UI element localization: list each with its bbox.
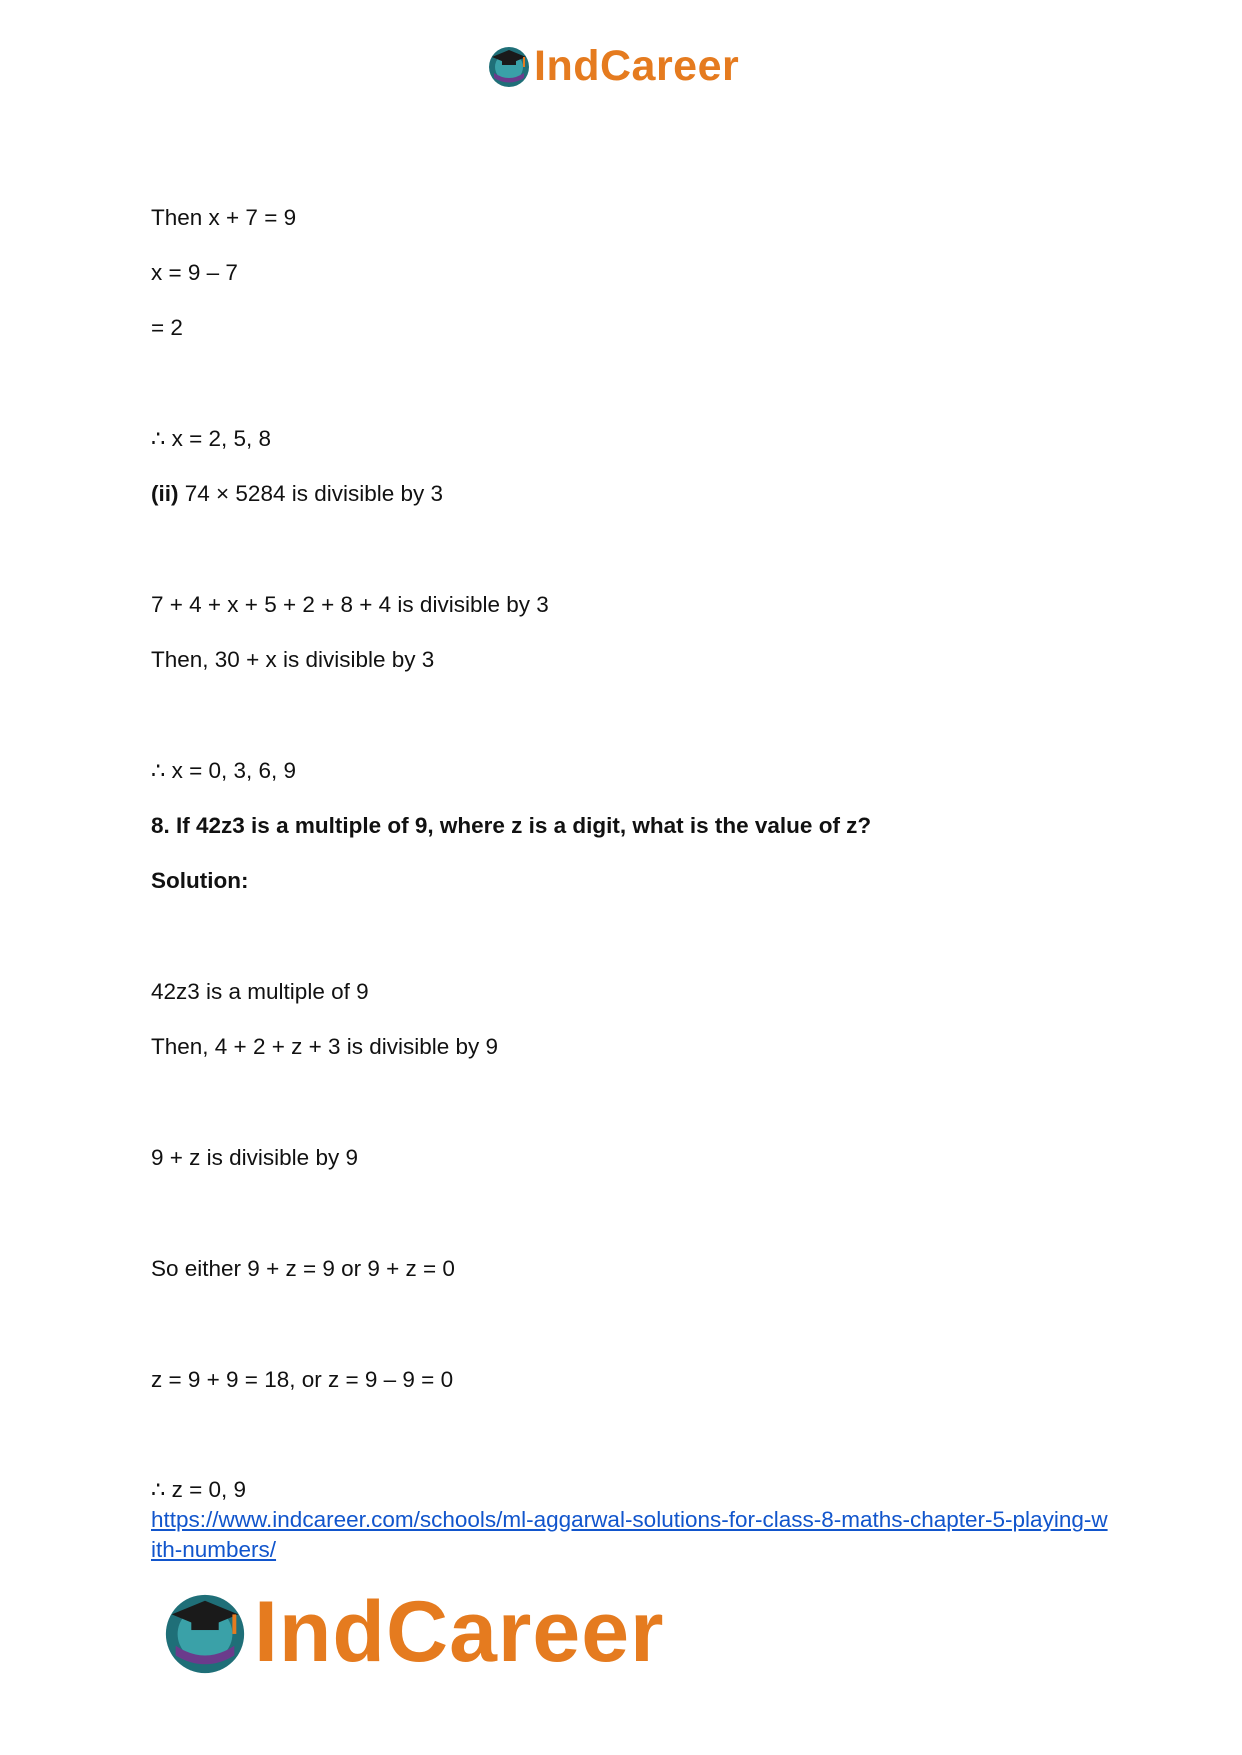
footer-logo	[160, 1582, 665, 1682]
header-logo	[486, 40, 739, 92]
question-heading: 8. If 42z3 is a multiple of 9, where z is a digit, what is the value of z?	[151, 813, 872, 838]
result-line: ∴ z = 0, 9	[151, 1477, 246, 1502]
solution-label: Solution:	[151, 868, 249, 893]
equation-line: Then, 30 + x is divisible by 3	[151, 647, 435, 672]
equation-line: Then, 4 + 2 + z + 3 is divisible by 9	[151, 1034, 499, 1059]
equation-line: 9 + z is divisible by 9	[151, 1145, 358, 1170]
subpart-text: 74 × 5284 is divisible by 3	[178, 481, 444, 506]
result-line: ∴ x = 0, 3, 6, 9	[151, 758, 297, 783]
equation-line: Then x + 7 = 9	[151, 205, 297, 230]
graduation-cap-logo-icon	[160, 1587, 250, 1677]
equation-line: So either 9 + z = 9 or 9 + z = 0	[151, 1256, 455, 1281]
equation-line: 7 + 4 + x + 5 + 2 + 8 + 4 is divisible by 3	[151, 592, 549, 617]
subpart-line	[151, 480, 443, 508]
source-url-link[interactable]: https://www.indcareer.com/schools/ml-aggarwal-solutions-for-class-8-maths-chapter-5-playing-with-numbers/	[151, 1507, 1108, 1562]
logo-wordmark: IndCareer	[254, 1583, 665, 1680]
equation-line: z = 9 + 9 = 18, or z = 9 – 9 = 0	[151, 1367, 454, 1392]
equation-line: x = 9 – 7	[151, 260, 238, 285]
graduation-cap-logo-icon	[486, 43, 532, 89]
equation-line: 42z3 is a multiple of 9	[151, 979, 369, 1004]
logo-wordmark: IndCareer	[534, 41, 740, 90]
equation-line: = 2	[151, 315, 183, 340]
result-line: ∴ x = 2, 5, 8	[151, 426, 272, 451]
subpart-label: (ii)	[151, 481, 179, 506]
